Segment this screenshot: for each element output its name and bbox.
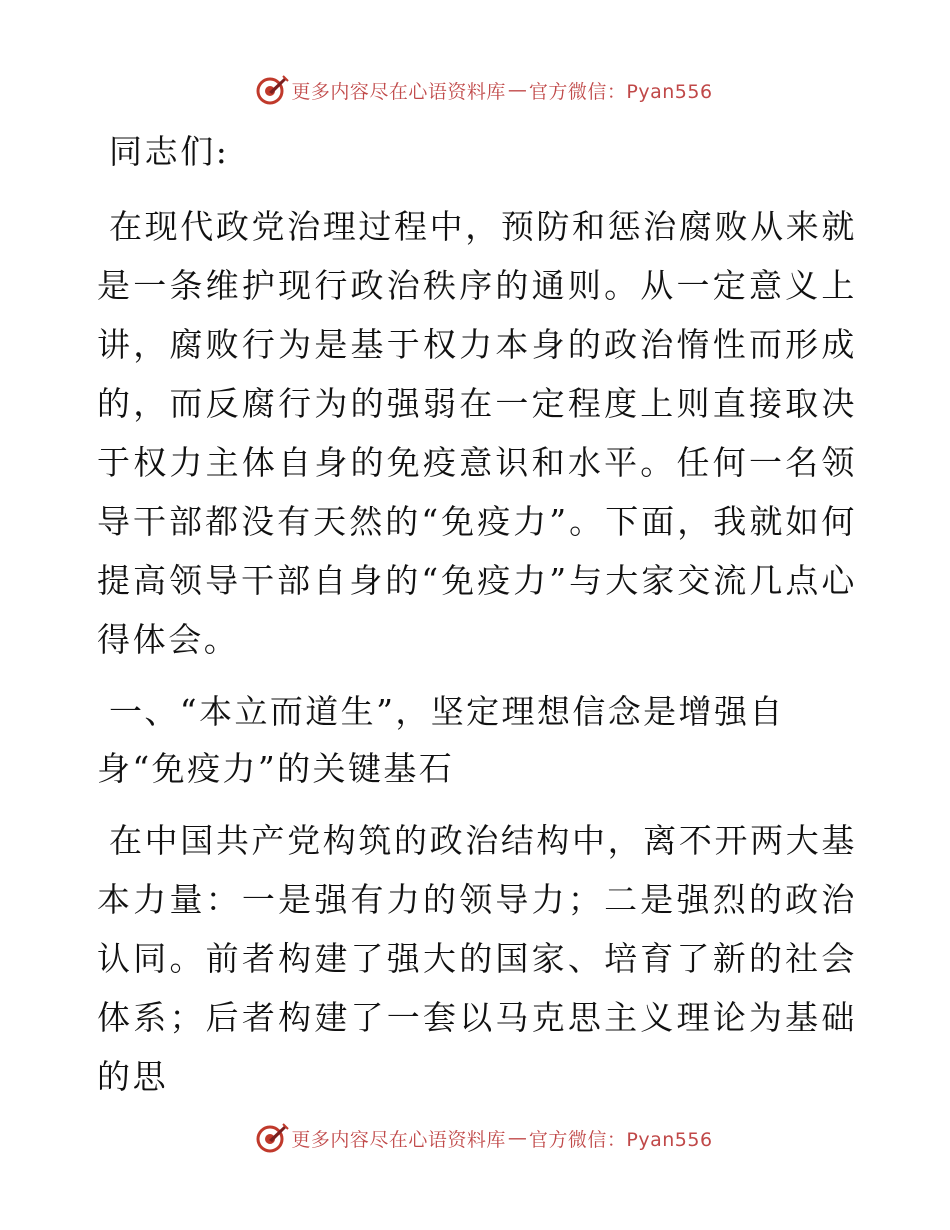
watermark-separator: — — [507, 1127, 527, 1149]
paragraph-section-1: 在中国共产党构筑的政治结构中，离不开两大基本力量：一是强有力的领导力；二是强烈的政治认同。前者构建了强大的国家、培育了新的社会体系；后者构建了一套以马克思主义理论为基础的思 — [97, 821, 857, 1096]
watermark-account-text: 官方微信：Pyan556 — [528, 1128, 713, 1151]
watermark-account-text: 官方微信：Pyan556 — [528, 80, 713, 103]
footer-watermark — [0, 1118, 950, 1158]
document-body — [97, 122, 857, 1120]
header-watermark — [0, 70, 950, 110]
salutation: 同志们: — [109, 132, 230, 171]
watermark-site-text: 更多内容尽在心语资料库 — [291, 1128, 506, 1151]
pen-logo-icon — [255, 1121, 289, 1155]
watermark-site-text: 更多内容尽在心语资料库 — [291, 80, 506, 103]
paragraph-intro: 在现代政党治理过程中，预防和惩治腐败从来就是一条维护现行政治秩序的通则。从一定意义上讲，腐败行为是基于权力本身的政治惰性而形成的，而反腐行为的强弱在一定程度上则直接取决于权力主体自身的免疫意识和水平。任何一名领导干部都没有天然的“免疫力”。下面，我就如何提高领导干部自身的“免疫力”与大家交流几点心得体会。 — [97, 207, 857, 659]
watermark-group — [255, 1121, 712, 1155]
watermark-separator: — — [507, 79, 527, 101]
section-heading-1: 一、“本立而道生”，坚定理想信念是增强自身“免疫力”的关键基石 — [97, 692, 785, 788]
watermark-group — [255, 73, 712, 107]
pen-logo-icon — [255, 73, 289, 107]
